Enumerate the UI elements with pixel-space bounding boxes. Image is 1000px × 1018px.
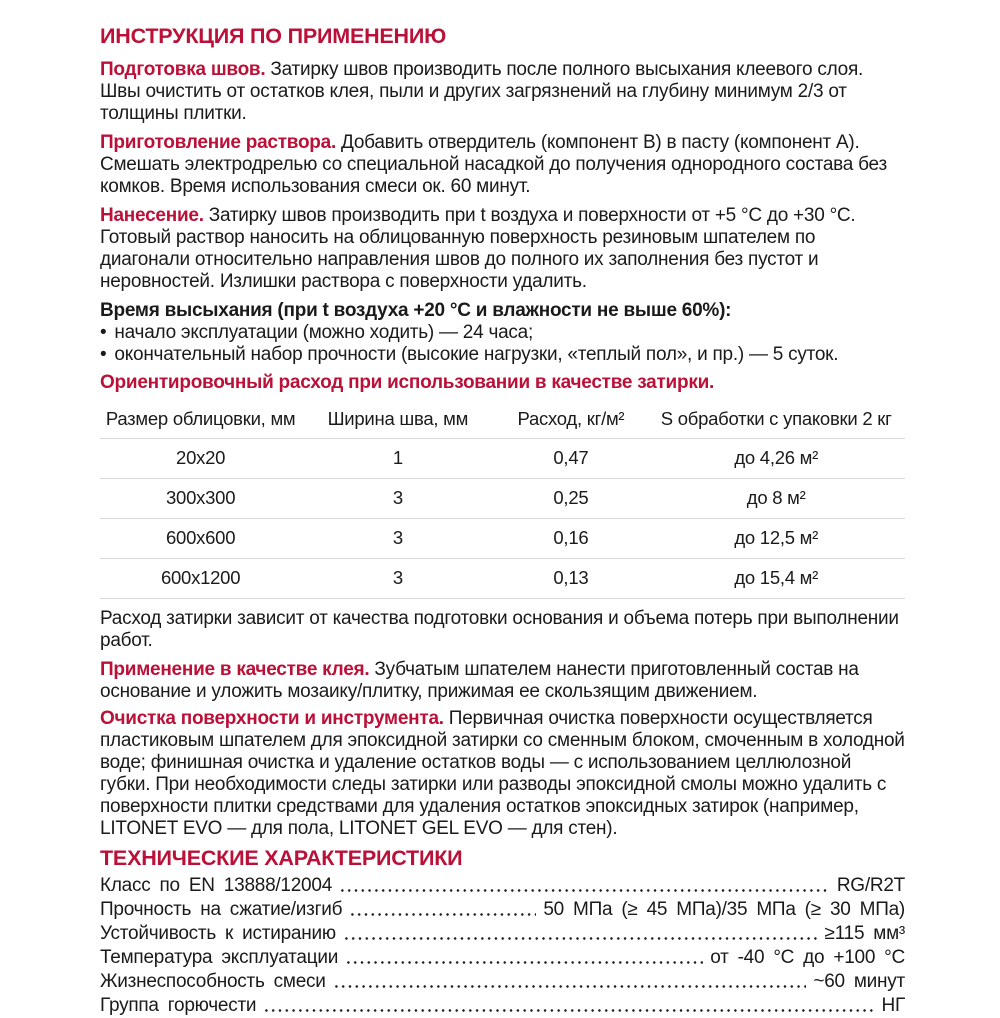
cell-joint-width: 1 bbox=[301, 439, 494, 479]
cell-tile-size: 600x600 bbox=[100, 519, 301, 559]
paragraph-lead-mix-preparation: Приготовление раствора. bbox=[100, 132, 336, 153]
table-row bbox=[100, 519, 905, 559]
cell-coverage: до 8 м² bbox=[647, 479, 905, 519]
drying-bullet-text-1: начало эксплуатации (можно ходить) — 24 часа; bbox=[114, 322, 534, 343]
column-header-coverage: S обработки с упаковки 2 кг bbox=[647, 401, 905, 439]
page-title: ИНСТРУКЦИЯ ПО ПРИМЕНЕНИЮ bbox=[100, 24, 447, 48]
cell-joint-width: 3 bbox=[301, 479, 494, 519]
paragraph-text-adhesive-use: Зубчатым шпателем нанести приготовленный состав на основание и уложить мозаику/плитку, прижимая ее скользящим движением. bbox=[100, 659, 859, 702]
tech-spec-row-strength bbox=[100, 898, 905, 922]
dotted-leader bbox=[349, 898, 536, 922]
cell-joint-width: 3 bbox=[301, 519, 494, 559]
bullet-icon: • bbox=[100, 344, 107, 365]
drying-bullet-text-2: окончательный набор прочности (высокие нагрузки, «теплый пол», и пр.) — 5 суток. bbox=[114, 344, 839, 365]
tech-spec-label: Температура эксплуатации bbox=[100, 947, 339, 968]
tech-spec-value: RG/R2T bbox=[836, 875, 905, 896]
dotted-leader bbox=[263, 994, 874, 1018]
paragraph-cleaning bbox=[100, 708, 905, 840]
bullet-icon: • bbox=[100, 322, 107, 343]
cell-tile-size: 20x20 bbox=[100, 439, 301, 479]
cell-consumption: 0,13 bbox=[494, 559, 647, 599]
cell-coverage: до 4,26 м² bbox=[647, 439, 905, 479]
paragraph-mix-preparation bbox=[100, 132, 905, 198]
tech-spec-value: ≥115 мм³ bbox=[824, 923, 905, 944]
tech-spec-value: 50 МПа (≥ 45 МПа)/35 МПа (≥ 30 МПа) bbox=[543, 899, 905, 920]
column-header-consumption: Расход, кг/м² bbox=[494, 401, 647, 439]
cell-consumption: 0,25 bbox=[494, 479, 647, 519]
column-header-joint-width: Ширина шва, мм bbox=[301, 401, 494, 439]
tech-spec-value: НГ bbox=[881, 995, 905, 1016]
list-item bbox=[100, 322, 905, 344]
consumption-table bbox=[100, 401, 905, 599]
tech-spec-row-flammability bbox=[100, 994, 905, 1018]
cell-tile-size: 300x300 bbox=[100, 479, 301, 519]
consumption-heading: Ориентировочный расход при использовании в качестве затирки. bbox=[100, 372, 715, 393]
paragraph-text-mix-preparation: Добавить отвердитель (компонент B) в пасту (компонент A). Смешать электродрелью со специальной насадкой до получения однородного состава без комков. Время использования смеси ок. 60 минут. bbox=[100, 132, 887, 197]
paragraph-lead-joint-preparation: Подготовка швов. bbox=[100, 59, 266, 80]
dotted-leader bbox=[333, 970, 807, 994]
cell-consumption: 0,16 bbox=[494, 519, 647, 559]
paragraph-application bbox=[100, 205, 905, 293]
tech-spec-row-abrasion bbox=[100, 922, 905, 946]
paragraph-text-joint-preparation: Затирку швов производить после полного высыхания клеевого слоя. Швы очистить от остатков клея, пыли и других загрязнений на глубину минимум 2/3 от толщины плитки. bbox=[100, 59, 864, 124]
dotted-leader bbox=[343, 922, 818, 946]
table-header-row bbox=[100, 401, 905, 439]
tech-spec-value: от -40 °C до +100 °C bbox=[710, 947, 905, 968]
cell-coverage: до 15,4 м² bbox=[647, 559, 905, 599]
paragraph-lead-adhesive-use: Применение в качестве клея. bbox=[100, 659, 370, 680]
tech-spec-label: Класс по EN 13888/12004 bbox=[100, 875, 333, 896]
tech-spec-row-class bbox=[100, 874, 905, 898]
paragraph-lead-application: Нанесение. bbox=[100, 205, 204, 226]
tech-specs-list bbox=[100, 874, 905, 1018]
paragraph-lead-cleaning: Очистка поверхности и инструмента. bbox=[100, 708, 444, 729]
table-row bbox=[100, 479, 905, 519]
paragraph-joint-preparation bbox=[100, 59, 905, 125]
paragraph-text-application: Затирку швов производить при t воздуха и поверхности от +5 °C до +30 °C. Готовый раствор наносить на облицованную поверхность резиновым шпателем по диагонали относительно направления швов до полного их заполнения без пустот и неровностей. Излишки раствора с поверхности удалить. bbox=[100, 205, 856, 292]
table-row bbox=[100, 439, 905, 479]
cell-consumption: 0,47 bbox=[494, 439, 647, 479]
tech-specs-title: ТЕХНИЧЕСКИЕ ХАРАКТЕРИСТИКИ bbox=[100, 846, 463, 870]
cell-coverage: до 12,5 м² bbox=[647, 519, 905, 559]
cell-tile-size: 600x1200 bbox=[100, 559, 301, 599]
table-row bbox=[100, 559, 905, 599]
column-header-tile-size: Размер облицовки, мм bbox=[100, 401, 301, 439]
tech-spec-value: ~60 минут bbox=[813, 971, 905, 992]
dotted-leader bbox=[339, 874, 830, 898]
consumption-note: Расход затирки зависит от качества подготовки основания и объема потерь при выполнении работ. bbox=[100, 608, 899, 651]
paragraph-text-cleaning: Первичная очистка поверхности осуществляется пластиковым шпателем для эпоксидной затирки со сменным блоком, смоченным в холодной воде; финишная очистка и удаление остатков воды — с использованием целлюлозной губки. При необходимости следы затирки или разводы эпоксидной смолы можно удалить с поверхности плитки средствами для удаления остатков эпоксидных затирок (например, LITONET EVO — для пола, LITONET GEL EVO — для стен). bbox=[100, 708, 905, 839]
dotted-leader bbox=[345, 946, 703, 970]
tech-spec-row-pot-life bbox=[100, 970, 905, 994]
tech-spec-label: Жизнеспособность смеси bbox=[100, 971, 326, 992]
tech-spec-label: Прочность на сжатие/изгиб bbox=[100, 899, 343, 920]
drying-time-heading: Время высыхания (при t воздуха +20 °C и влажности не выше 60%): bbox=[100, 300, 732, 321]
tech-spec-row-temperature bbox=[100, 946, 905, 970]
tech-spec-label: Группа горючести bbox=[100, 995, 257, 1016]
cell-joint-width: 3 bbox=[301, 559, 494, 599]
paragraph-adhesive-use bbox=[100, 659, 905, 703]
tech-spec-label: Устойчивость к истиранию bbox=[100, 923, 336, 944]
list-item bbox=[100, 344, 905, 366]
